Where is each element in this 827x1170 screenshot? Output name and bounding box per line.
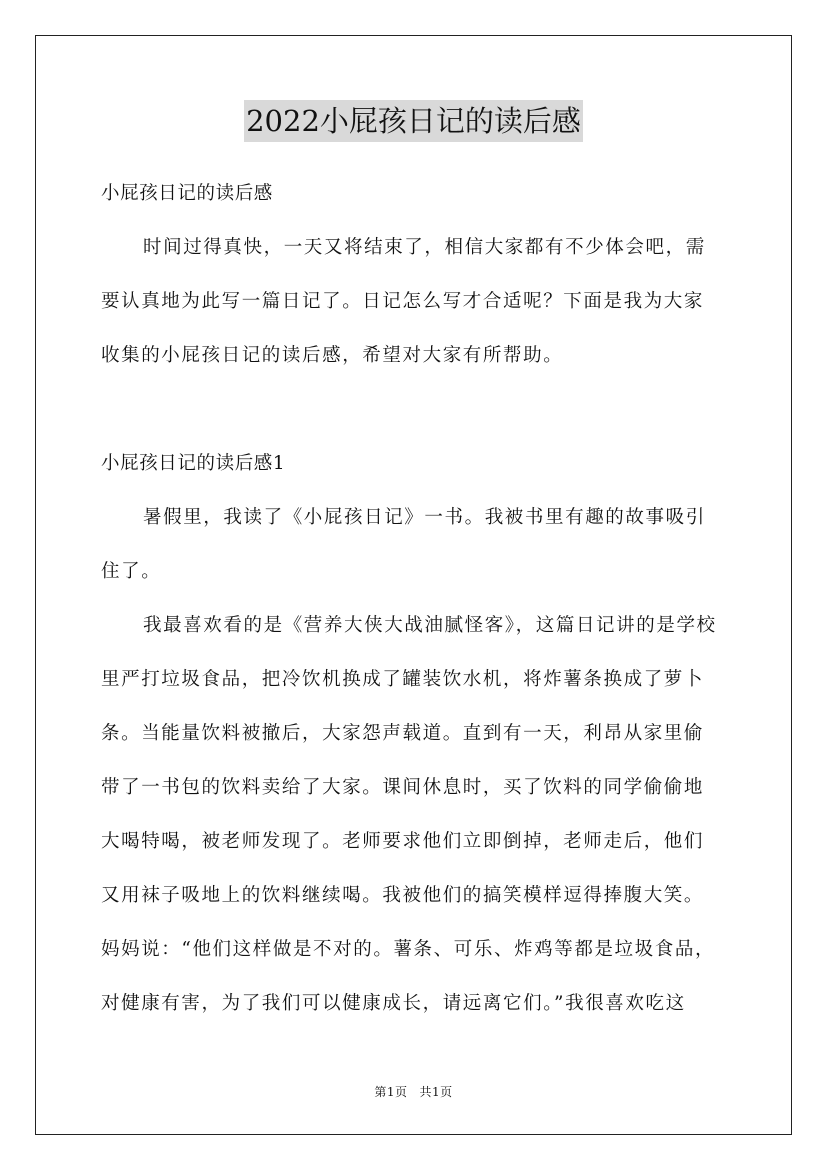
para2-line-4: 带了一书包的饮料卖给了大家。课间休息时，买了饮料的同学偷偷地 — [101, 777, 705, 798]
para1-line-1: 暑假里，我读了《小屁孩日记》一书。我被书里有趣的故事吸引 — [143, 507, 706, 528]
title-container — [0, 100, 827, 142]
page-total: 共1页 — [419, 1085, 453, 1099]
document-title: 2022小屁孩日记的读后感 — [244, 100, 583, 142]
para2-line-2: 里严打垃圾食品，把冷饮机换成了罐装饮水机，将炸薯条换成了萝卜 — [101, 669, 705, 690]
page-number: 第1页 — [374, 1085, 408, 1099]
intro-line-1: 时间过得真快，一天又将结束了，相信大家都有不少体会吧，需 — [143, 237, 706, 258]
para2-line-3: 条。当能量饮料被撤后，大家怨声载道。直到有一天，利昂从家里偷 — [101, 723, 705, 744]
para2-line-6: 又用袜子吸地上的饮料继续喝。我被他们的搞笑模样逗得捧腹大笑。 — [101, 885, 705, 906]
para2-line-1: 我最喜欢看的是《营养大侠大战油腻怪客》，这篇日记讲的是学校 — [143, 615, 717, 636]
document-subtitle: 小屁孩日记的读后感 — [101, 183, 273, 204]
para2-line-7: 妈妈说：“他们这样做是不对的。薯条、可乐、炸鸡等都是垃圾食品， — [101, 939, 716, 960]
page-footer — [0, 1084, 827, 1100]
para2-line-5: 大喝特喝，被老师发现了。老师要求他们立即倒掉，老师走后，他们 — [101, 831, 705, 852]
intro-line-3: 收集的小屁孩日记的读后感，希望对大家有所帮助。 — [101, 345, 564, 366]
para1-line-2: 住了。 — [101, 561, 162, 582]
para2-line-8: 对健康有害，为了我们可以健康成长，请远离它们。”我很喜欢吃这 — [101, 993, 686, 1014]
intro-line-2: 要认真地为此写一篇日记了。日记怎么写才合适呢？下面是我为大家 — [101, 291, 705, 312]
section-heading: 小屁孩日记的读后感1 — [101, 453, 286, 474]
